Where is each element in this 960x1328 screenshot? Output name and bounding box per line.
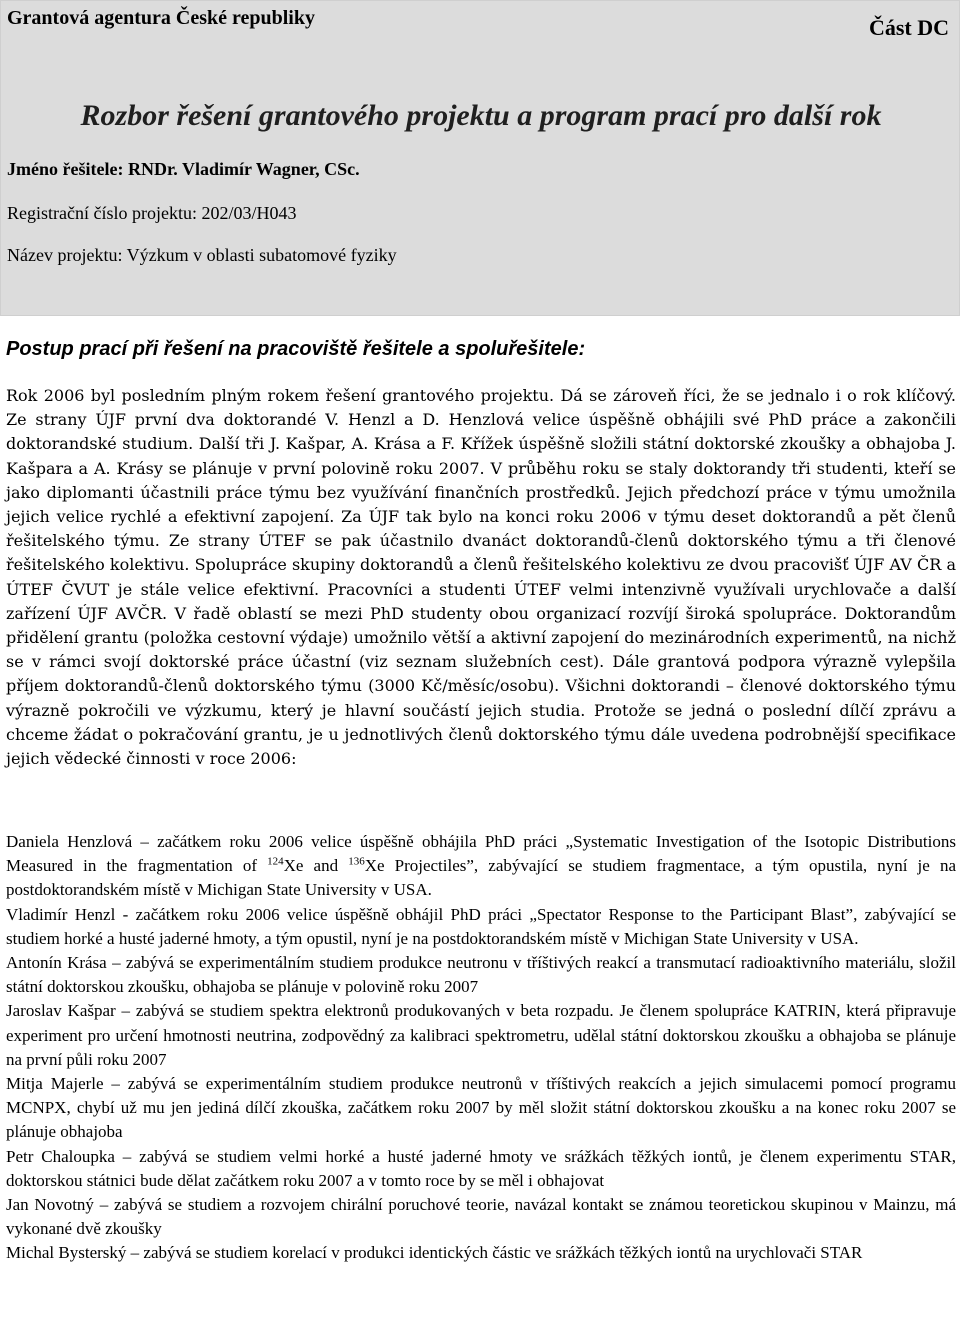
member-krasa: Antonín Krása – zabývá se experimentálním studiem produkce neutronu v tříštivých reakcí a transmutací radioaktivního materiálu, složil státní doktorskou zkoušku, obhajoba se plánuje v polovině roku 2007 bbox=[6, 953, 956, 997]
intro-paragraph: Rok 2006 byl posledním plným rokem řešení grantového projektu. Dá se zároveň říci, že se jednalo i o rok klíčový. Ze strany ÚJF první dva doktorandé V. Henzl a D. Henzlová velice úspěšně obhájili své PhD práce a zakončili doktorandské studium. Další tři J. Kašpar, A. Krása a F. Křížek úspěšně složili státní doktorské zkoušky a obhajoba J. Kašpara a A. Krásy se plánuje v první polovině roku 2007. V průběhu roku se staly doktorandy tři studenti, kteří se jako diplomanti účastnili práce týmu bez využívání finančních prostředků. Jejich předchozí práce v týmu umožnila jejich velice rychlé a efektivní zapojení. Za ÚJF tak bylo na konci roku 2006 v týmu deset doktorandů a pět členů řešitelského týmu. Ze strany ÚTEF se pak účastnilo dvanáct doktorandů-členů doktorského týmu a tři členové řešitelského kolektivu. Spolupráce skupiny doktorandů a členů řešitelského kolektivu ze dvou pracovišť ÚJF AV ČR a ÚTEF ČVUT je stále velice efektivní. Pracovníci a studenti ÚTEF velmi intenzivně využívali urychlovače a další zařízení ÚJF AVČR. V řadě oblastí se mezi PhD studenty obou organizací rozvíjí široká spolupráce. Doktorandům přidělení grantu (položka cestovní výdaje) umožnilo větší a aktivní zapojení do mezinárodních experimentů, na nichž se v rámci svojí doktorské práce účastní (viz seznam služebních cest). Dále grantová podpora výrazně vylepšila příjem doktorandů-členů doktorského týmu (3000 Kč/měsíc/osobu). Všichni doktorandi – členové doktorského týmu výrazně pokročili ve výzkumu, který je hlavní součástí jejich studia. Protože se jedná o poslední dílčí zprávu a chceme žádat o pokračování grantu, je u jednotlivých členů doktorského týmu dále uvedena podrobnější specifikace jejich vědecké činnosti v roce 2006: bbox=[6, 386, 956, 769]
project-name: Název projektu: Výzkum v oblasti subatomové fyziky bbox=[7, 245, 397, 265]
header-box bbox=[0, 0, 960, 316]
member-text: Daniela Henzlová – začátkem roku 2006 velice úspěšně obhájila PhD práci „Systematic Investigation of the Isotopic Distributions Measured in the fragmentation of bbox=[6, 832, 956, 876]
member-chaloupka: Petr Chaloupka – zabývá se studiem velmi horké a husté jaderné hmoty ve srážkách těžkých iontů, je členem experimentu STAR, doktorskou státnici bude dělat začátkem roku 2007 a v tomto roce by se měl i obhajovat bbox=[6, 1146, 956, 1190]
member-henzlova bbox=[6, 830, 956, 903]
member-bystersky: Michal Bysterský – zabývá se studiem korelací v produkci identických částic ve srážkách těžkých iontů na urychlovači STAR bbox=[6, 1243, 863, 1263]
registration-number: Registrační číslo projektu: 202/03/H043 bbox=[7, 203, 297, 223]
member-henzl: Vladimír Henzl - začátkem roku 2006 velice úspěšně obhájil PhD práci „Spectator Response to the Participant Blast”, zabývající se studiem horké a husté jaderné hmoty, a tým opustil, nyní je na postdoktorandském místě v Michigan State University v USA. bbox=[6, 904, 956, 948]
isotope-mass: 136 bbox=[348, 855, 365, 868]
section-heading: Postup prací při řešení na pracoviště řešitele a spoluřešitele: bbox=[6, 338, 586, 360]
member-majerle: Mitja Majerle – zabývá se experimentálním studiem produkce neutronů v tříštivých reakcích a jejich simulacemi pomocí programu MCNPX, chybí už mu jen jediná dílčí zkouška, začátkem roku 2007 by měl složit státní doktorskou zkoušku a na konec roku 2007 se plánuje obhajoba bbox=[6, 1074, 956, 1142]
agency-name: Grantová agentura České republiky bbox=[7, 7, 315, 29]
isotope-mass: 124 bbox=[267, 855, 284, 868]
member-list bbox=[6, 830, 956, 1266]
document-title: Rozbor řešení grantového projektu a program prací pro další rok bbox=[80, 99, 882, 132]
member-kaspar: Jaroslav Kašpar – zabývá se studiem spektra elektronů produkovaných v beta rozpadu. Je členem spolupráce KATRIN, která připravuje experiment pro určení hmotnosti neutrina, zodpovědný za kalibraci spektrometru, udělal státní doktorskou zkoušku a obhajoba se plánuje na první půli roku 2007 bbox=[6, 1001, 956, 1069]
member-text: Xe Projectiles”, zabývající se studiem fragmentace, a tým opustila, nyní je na postdoktorandském místě v Michigan State University v USA. bbox=[6, 856, 956, 900]
document-part: Část DC bbox=[868, 15, 949, 40]
member-text: Xe and bbox=[283, 856, 349, 876]
member-novotny: Jan Novotný – zabývá se studiem a rozvojem chirální poruchové teorie, navázal kontakt se známou teoretickou skupinou v Mainzu, má vykonané dvě zkoušky bbox=[6, 1195, 956, 1239]
solver-name: Jméno řešitele: RNDr. Vladimír Wagner, CSc. bbox=[7, 159, 360, 179]
